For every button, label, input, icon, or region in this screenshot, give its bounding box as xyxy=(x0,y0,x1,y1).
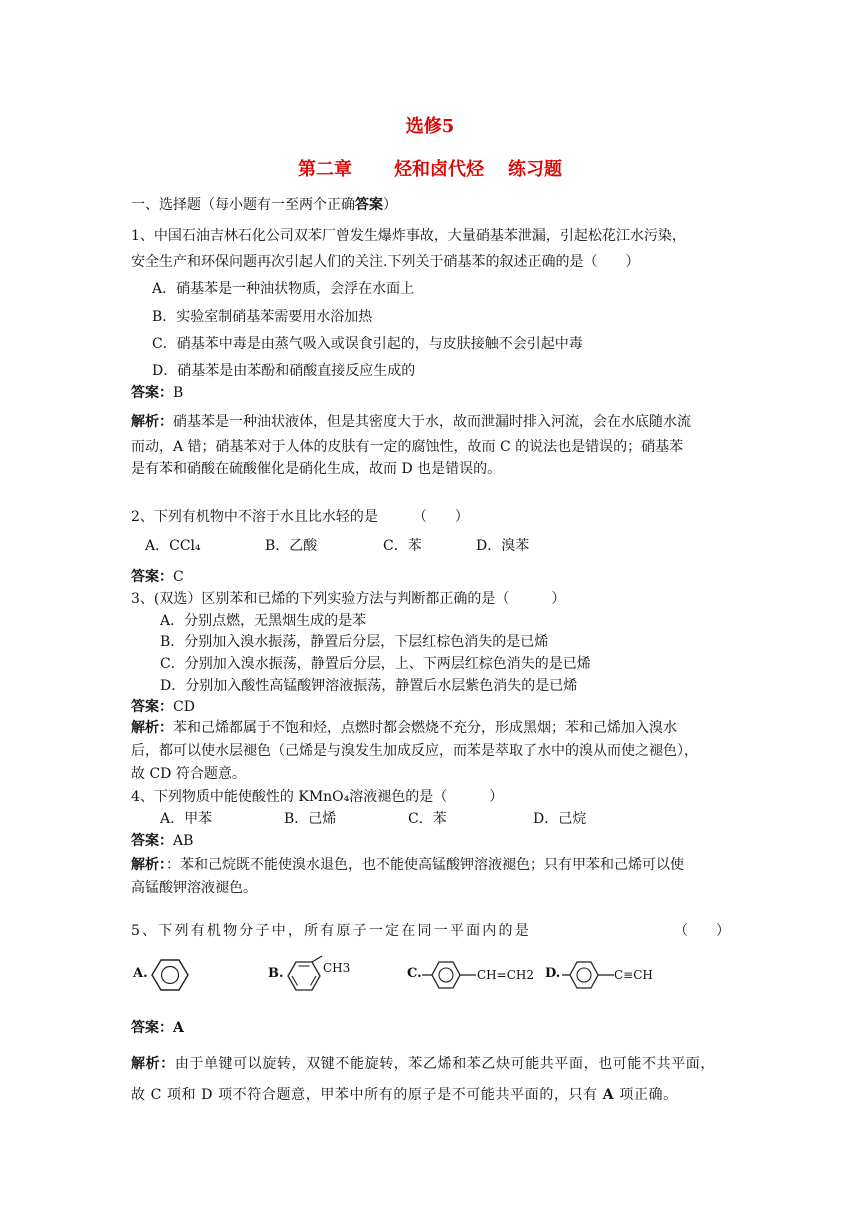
benzene-structure xyxy=(150,958,190,992)
q3-answer: 答案：CD xyxy=(131,699,195,715)
q1-option-a: A．硝基苯是一种油状物质，会浮在水面上 xyxy=(152,281,415,297)
q3-option-d: D．分别加入酸性高锰酸钾溶液振荡，静置后水层紫色消失的是已烯 xyxy=(160,678,578,694)
chapter-title xyxy=(0,160,860,180)
q2-answer: 答案：C xyxy=(131,569,184,585)
q5-option-c-label: C. xyxy=(407,966,422,981)
q2-option-c: C．苯 xyxy=(383,538,422,554)
q1-stem-line1: 1、中国石油吉林石化公司双苯厂曾发生爆炸事故，大量硝基苯泄漏，引起松花江水污染， xyxy=(131,228,686,244)
phenylacetylene-structure xyxy=(560,958,616,992)
q2-stem: 2、下列有机物中不溶于水且比水轻的是 （ ） xyxy=(131,509,469,525)
q1-analysis-line1: 解析：硝基苯是一种油状液体，但是其密度大于水，故而泄漏时排入河流，会在水底随水流 xyxy=(131,414,691,430)
styrene-structure xyxy=(420,958,480,992)
chapter-type: 练习题 xyxy=(508,159,562,180)
q5-c-vinyl: CH=CH2 xyxy=(477,968,534,982)
q5-analysis-line2: 故 C 项和 D 项不符合题意，甲苯中所有的原子是不可能共平面的，只有 A 项正确。 xyxy=(131,1087,678,1103)
q2-option-a: A．CCl₄ xyxy=(145,538,201,554)
q4-analysis-line1: 解析：：苯和己烷既不能使溴水退色，也不能使高锰酸钾溶液褪色；只有甲苯和己烯可以使 xyxy=(131,857,684,873)
q1-analysis-line3: 是有苯和硝酸在硫酸催化是硝化生成，故而 D 也是错误的。 xyxy=(131,461,502,477)
q5-d-ethynyl: C≡CH xyxy=(614,968,653,982)
q4-option-d: D．己烷 xyxy=(533,811,587,827)
q5-option-a-label: A. xyxy=(133,966,148,981)
q1-option-b: B．实验室制硝基苯需要用水浴加热 xyxy=(152,309,373,325)
q5-paren: （ ） xyxy=(674,923,730,939)
q5-b-methyl: CH3 xyxy=(323,961,351,975)
q1-analysis-line2: 而动，A 错；硝基苯对于人体的皮肤有一定的腐蚀性，故而 C 的说法也是错误的；硝基苯 xyxy=(131,439,684,455)
q5-option-b-label: B. xyxy=(268,966,284,981)
q1-option-d: D．硝基苯是由苯酚和硝酸直接反应生成的 xyxy=(152,363,416,379)
q3-stem: 3、(双选）区别苯和已烯的下列实验方法与判断都正确的是（ ） xyxy=(131,591,566,607)
q3-analysis-line3: 故 CD 符合题意。 xyxy=(131,766,246,782)
q5-analysis-line1: 解析：由于单键可以旋转，双键不能旋转，苯乙烯和苯乙炔可能共平面，也可能不共平面， xyxy=(131,1056,716,1072)
q4-stem: 4、下列物质中能使酸性的 KMnO₄溶液褪色的是（ ） xyxy=(131,789,504,805)
q3-option-a: A．分别点燃，无黑烟生成的是苯 xyxy=(160,613,367,629)
chapter-number: 第二章 xyxy=(298,159,352,180)
q4-answer: 答案：AB xyxy=(131,833,194,849)
chapter-topic: 烃和卤代烃 xyxy=(394,159,484,180)
q1-answer: 答案：B xyxy=(131,385,184,401)
q3-option-b: B．分别加入溴水振荡，静置后分层，下层红棕色消失的是已烯 xyxy=(160,634,549,650)
q3-analysis-line2: 后，都可以使水层褪色（己烯是与溴发生加成反应，而苯是萃取了水中的溴从而使之褪色）， xyxy=(131,743,698,759)
q1-stem-line2: 安全生产和环保问题再次引起人们的关注.下列关于硝基苯的叙述正确的是（ ） xyxy=(131,254,640,270)
q2-option-d: D．溴苯 xyxy=(476,538,530,554)
page-title: 选修5 xyxy=(405,116,455,137)
section-heading: 一、选择题（每小题有一至两个正确答案） xyxy=(131,197,397,213)
q2-option-b: B．乙酸 xyxy=(265,538,318,554)
q1-option-c: C．硝基苯中毒是由蒸气吸入或误食引起的，与皮肤接触不会引起中毒 xyxy=(152,336,583,352)
q4-option-a: A．甲苯 xyxy=(160,811,213,827)
q5-answer: 答案：A xyxy=(131,1020,184,1036)
q4-analysis-line2: 高锰酸钾溶液褪色。 xyxy=(131,880,257,896)
q5-stem: 5、下列有机物分子中，所有原子一定在同一平面内的是 xyxy=(131,923,531,939)
q5-option-d-label: D. xyxy=(545,966,561,981)
q4-option-b: B．己烯 xyxy=(284,811,337,827)
q3-option-c: C．分别加入溴水振荡，静置后分层，上、下两层红棕色消失的是已烯 xyxy=(160,656,591,672)
q4-option-c: C．苯 xyxy=(408,811,447,827)
q3-analysis-line1: 解析：苯和己烯都属于不饱和烃，点燃时都会燃烧不充分，形成黑烟；苯和己烯加入溴水 xyxy=(131,720,677,736)
